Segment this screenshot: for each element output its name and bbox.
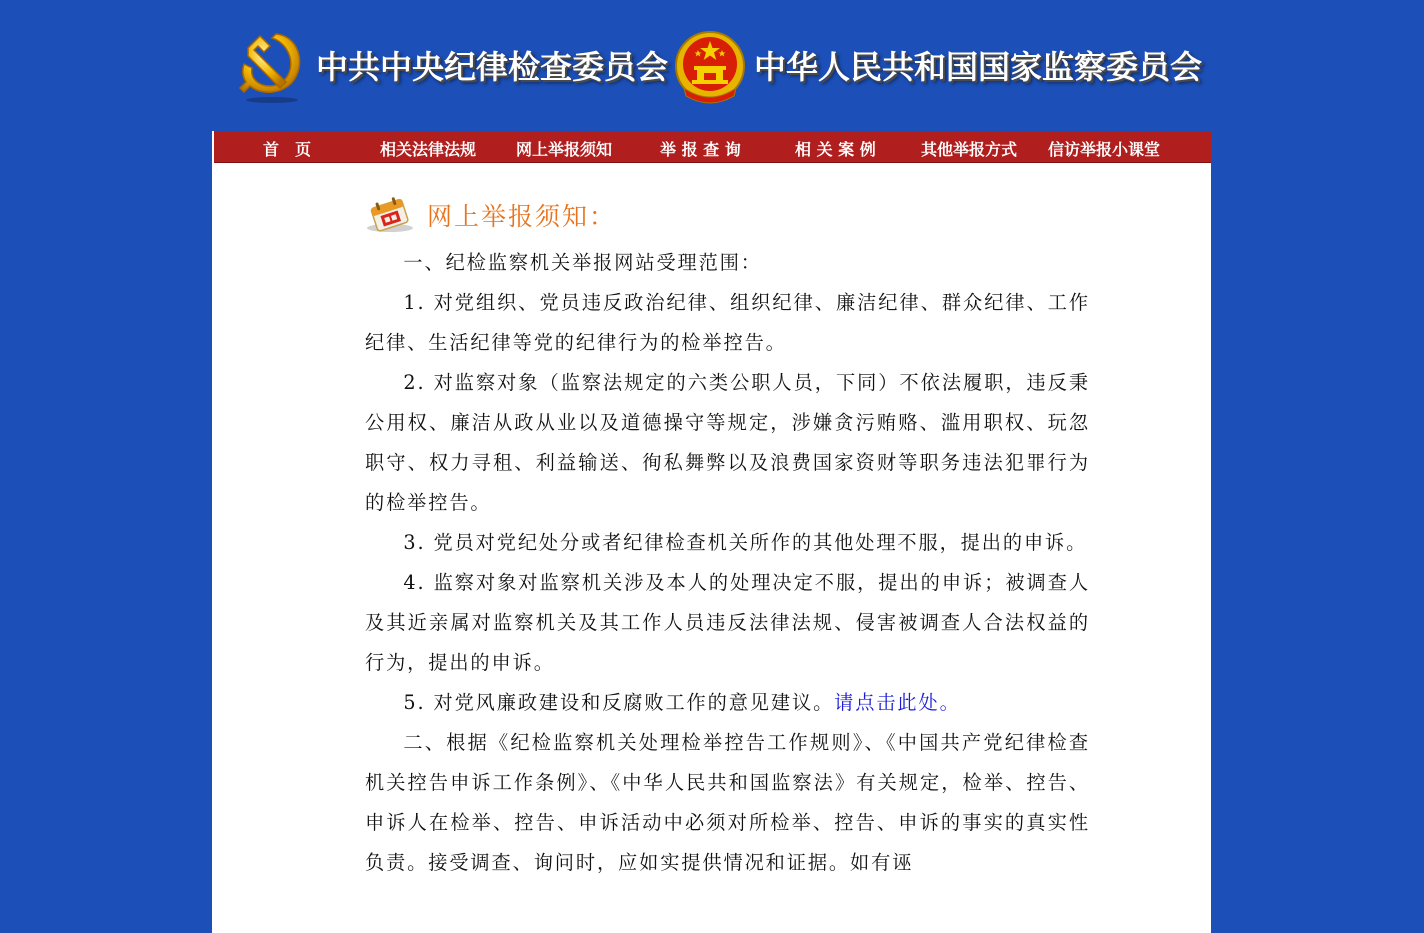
click-here-link[interactable]: 请点击此处。 — [834, 691, 961, 714]
paragraph-item-5-text: 5. 对党风廉政建设和反腐败工作的意见建议。 — [403, 691, 835, 714]
content-area — [365, 191, 1090, 874]
national-emblem-icon — [674, 30, 746, 108]
national-supervision-title: 中华人民共和国国家监察委员会 — [754, 48, 1203, 86]
nav-report-query[interactable]: 举 报 查 询 — [660, 140, 741, 159]
paragraph-item-5 — [365, 683, 1090, 723]
nav-laws[interactable]: 相关法律法规 — [380, 140, 477, 159]
calendar-icon — [365, 195, 415, 233]
nav-classroom[interactable]: 信访举报小课堂 — [1048, 140, 1161, 159]
cpc-discipline-title: 中共中央纪律检查委员会 — [316, 48, 669, 86]
site-header — [0, 0, 1424, 131]
party-emblem-icon — [236, 28, 308, 104]
paragraph-item-2: 2. 对监察对象（监察法规定的六类公职人员，下同）不依法履职，违反秉公用权、廉洁从政从业以及道德操守等规定，涉嫌贪污贿赂、滥用职权、玩忽职守、权力寻租、利益输送、徇私舞弊以及浪费国家资财等职务违法犯罪行为的检举控告。 — [365, 371, 1090, 514]
section-title: 网上举报须知： — [427, 202, 617, 231]
nav-home[interactable]: 首 页 — [263, 140, 312, 159]
paragraph-item-4: 4. 监察对象对监察机关涉及本人的处理决定不服，提出的申诉；被调查人及其近亲属对监察机关及其工作人员违反法律法规、侵害被调查人合法权益的行为，提出的申诉。 — [365, 571, 1090, 674]
nav-cases[interactable]: 相 关 案 例 — [795, 140, 876, 159]
section-header — [365, 191, 1090, 235]
nav-report-notice[interactable]: 网上举报须知 — [516, 140, 613, 159]
notice-body — [365, 243, 1090, 883]
main-nav — [214, 131, 1211, 163]
paragraph-section-2: 二、根据《纪检监察机关处理检举控告工作规则》、《中国共产党纪律检查机关控告申诉工作条例》、《中华人民共和国监察法》有关规定，检举、控告、申诉人在检举、控告、申诉活动中必须对所检举、控告、申诉的事实的真实性负责。接受调查、询问时，应如实提供情况和证据。如有诬 — [365, 731, 1090, 874]
paragraph-item-3: 3. 党员对党纪处分或者纪律检查机关所作的其他处理不服，提出的申诉。 — [403, 531, 1088, 554]
paragraph-scope: 一、纪检监察机关举报网站受理范围： — [403, 251, 762, 274]
main-panel — [212, 131, 1211, 933]
paragraph-item-1: 1. 对党组织、党员违反政治纪律、组织纪律、廉洁纪律、群众纪律、工作纪律、生活纪律等党的纪律行为的检举控告。 — [365, 291, 1090, 354]
nav-other-methods[interactable]: 其他举报方式 — [921, 140, 1018, 159]
